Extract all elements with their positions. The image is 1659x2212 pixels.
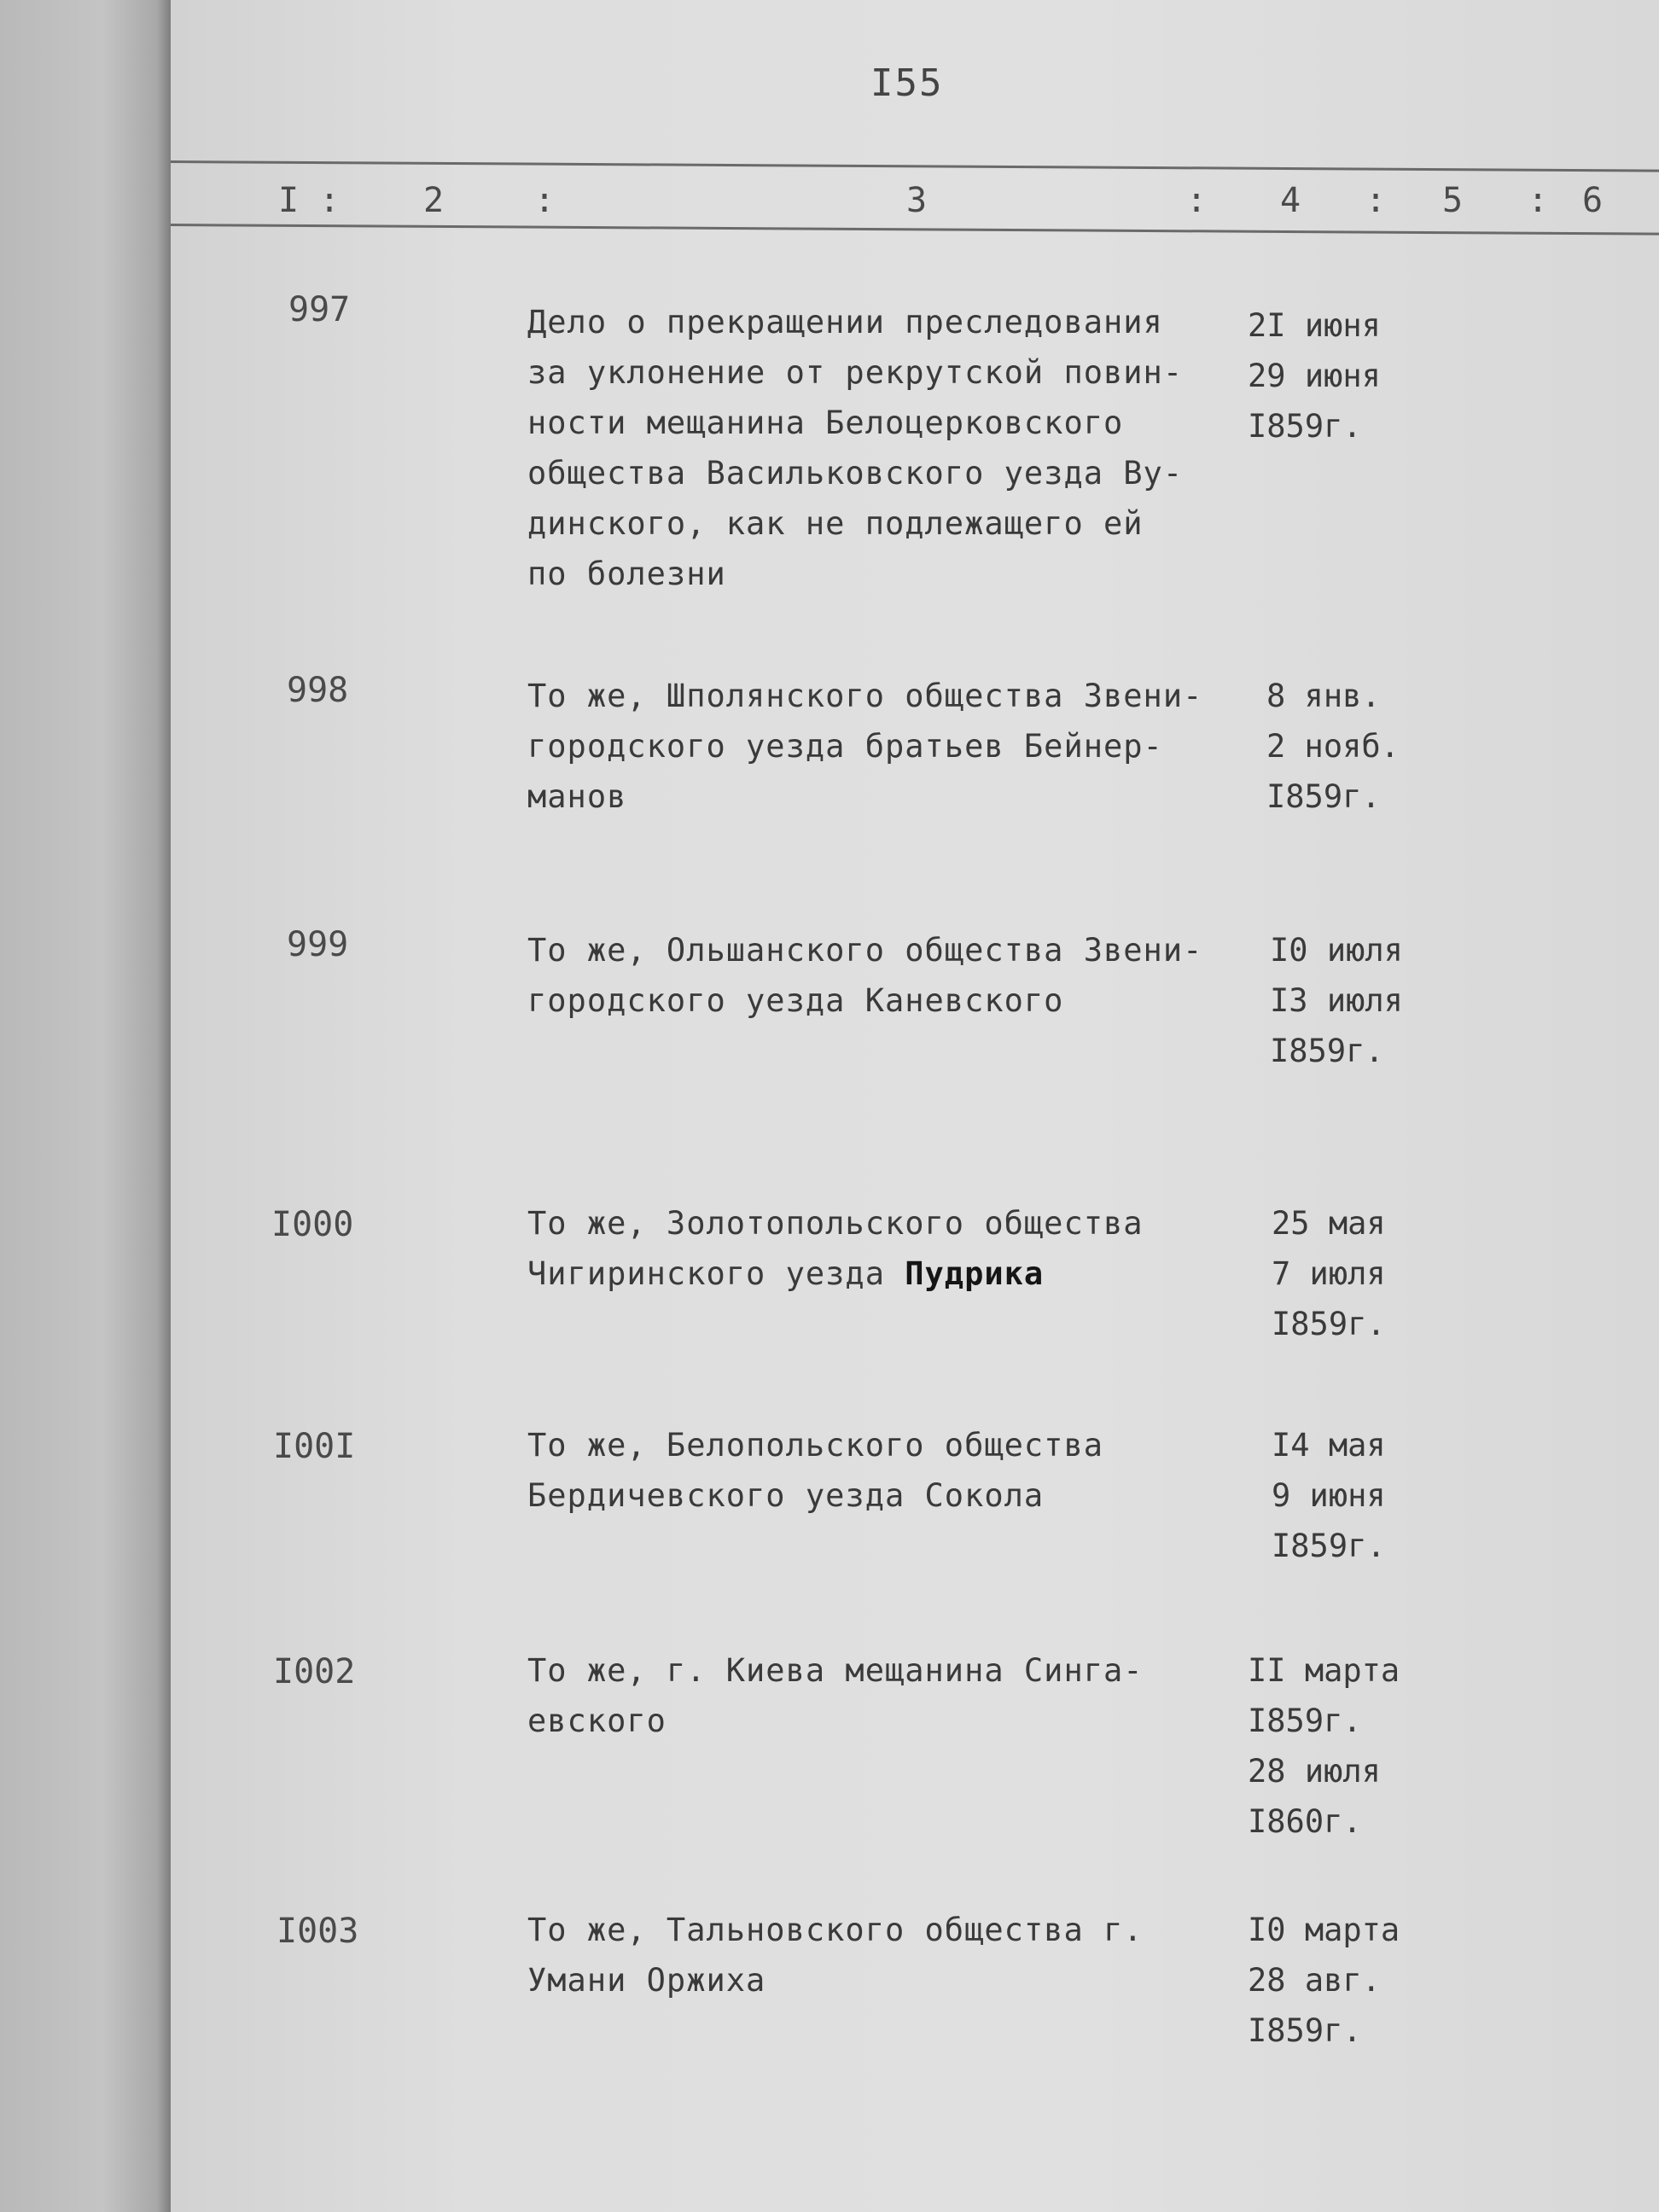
- description-line: То же, Белопольского общества: [527, 1427, 1104, 1464]
- date-line: 28 июля: [1248, 1753, 1381, 1790]
- date-line: 28 авг.: [1248, 1962, 1381, 1999]
- description-line: общества Васильковского уезда Ву-: [527, 455, 1184, 492]
- description-line: То же, Золотопольского общества: [527, 1205, 1144, 1242]
- entry-dates: [1270, 925, 1475, 1076]
- description-line: ности мещанина Белоцерковского: [527, 405, 1124, 441]
- date-line: I0 июля: [1270, 932, 1403, 969]
- column-header-6: 6: [1582, 181, 1604, 220]
- entry-dates: [1248, 1905, 1452, 2056]
- entry-number: I00I: [273, 1427, 356, 1466]
- description-text: Чигиринского уезда: [527, 1255, 905, 1292]
- description-line: То же, Тальновского общества г.: [527, 1912, 1144, 1948]
- column-header-2: 2: [423, 181, 445, 220]
- description-line: То же, Ольшанского общества Звени-: [527, 932, 1203, 969]
- description-line: [527, 1249, 1261, 1299]
- entry-description: [527, 1420, 1261, 1521]
- entry-description: [527, 1905, 1261, 2005]
- description-line: динского, как не подлежащего ей: [527, 505, 1144, 542]
- entry-dates: [1248, 300, 1452, 451]
- column-header-3: 3: [906, 181, 928, 220]
- column-header-5: 5: [1442, 181, 1464, 220]
- previous-page-edge: [0, 0, 171, 2212]
- entry-number: I002: [273, 1652, 356, 1691]
- archive-inventory-page: [171, 0, 1659, 2212]
- date-line: 29 июня: [1248, 358, 1381, 394]
- entry-description: [527, 671, 1261, 822]
- date-line: I860г.: [1248, 1803, 1362, 1840]
- description-emphasized-name: Пудрика: [905, 1255, 1045, 1292]
- date-line: I859г.: [1248, 1703, 1362, 1739]
- description-line: манов: [527, 778, 627, 815]
- description-line: Бердичевского уезда Сокола: [527, 1477, 1045, 1514]
- date-line: I859г.: [1270, 1033, 1384, 1069]
- description-line: городского уезда братьев Бейнер-: [527, 728, 1163, 765]
- date-line: 7 июля: [1272, 1255, 1386, 1292]
- date-line: 25 мая: [1272, 1205, 1386, 1242]
- date-line: 9 июня: [1272, 1477, 1386, 1514]
- column-header-1: I: [278, 181, 300, 220]
- date-line: I3 июля: [1270, 982, 1403, 1019]
- entry-dates: [1266, 671, 1471, 822]
- entry-dates: [1248, 1645, 1452, 1847]
- column-separator: :: [1528, 181, 1549, 220]
- entry-dates: [1272, 1198, 1476, 1349]
- description-line: Дело о прекращении преследования: [527, 304, 1163, 341]
- entry-number: 997: [288, 290, 351, 329]
- date-line: I859г.: [1272, 1528, 1386, 1564]
- entry-description: [527, 1198, 1261, 1299]
- column-header-4: 4: [1280, 181, 1301, 220]
- entry-description: [527, 925, 1261, 1026]
- date-line: I859г.: [1248, 2012, 1362, 2049]
- column-separator: :: [319, 181, 341, 220]
- date-line: 2 нояб.: [1266, 728, 1400, 765]
- date-line: 8 янв.: [1266, 678, 1381, 714]
- column-separator: :: [534, 181, 556, 220]
- description-line: То же, Шполянского общества Звени-: [527, 678, 1203, 714]
- column-separator: :: [1365, 181, 1387, 220]
- description-line: по болезни: [527, 556, 726, 592]
- entry-number: I003: [276, 1912, 359, 1951]
- date-line: II марта: [1248, 1652, 1400, 1689]
- description-line: городского уезда Каневского: [527, 982, 1064, 1019]
- entry-description: [527, 1645, 1261, 1746]
- entry-number: 998: [287, 671, 349, 710]
- description-line: евского: [527, 1703, 667, 1739]
- header-rule-bottom: [171, 224, 1659, 236]
- date-line: I859г.: [1248, 408, 1362, 445]
- entry-description: [527, 297, 1261, 599]
- entry-number: 999: [287, 925, 349, 964]
- date-line: I859г.: [1266, 778, 1381, 815]
- entry-number: I000: [271, 1205, 354, 1244]
- description-line: То же, г. Киева мещанина Синга-: [527, 1652, 1144, 1689]
- column-separator: :: [1186, 181, 1208, 220]
- entry-dates: [1272, 1420, 1476, 1571]
- page-number: I55: [870, 61, 944, 105]
- date-line: I4 мая: [1272, 1427, 1386, 1464]
- description-line: Умани Оржиха: [527, 1962, 766, 1999]
- description-line: за уклонение от рекрутской повин-: [527, 354, 1184, 391]
- header-rule-top: [171, 160, 1659, 172]
- date-line: I859г.: [1272, 1306, 1386, 1342]
- date-line: 2I июня: [1248, 307, 1381, 344]
- date-line: I0 марта: [1248, 1912, 1400, 1948]
